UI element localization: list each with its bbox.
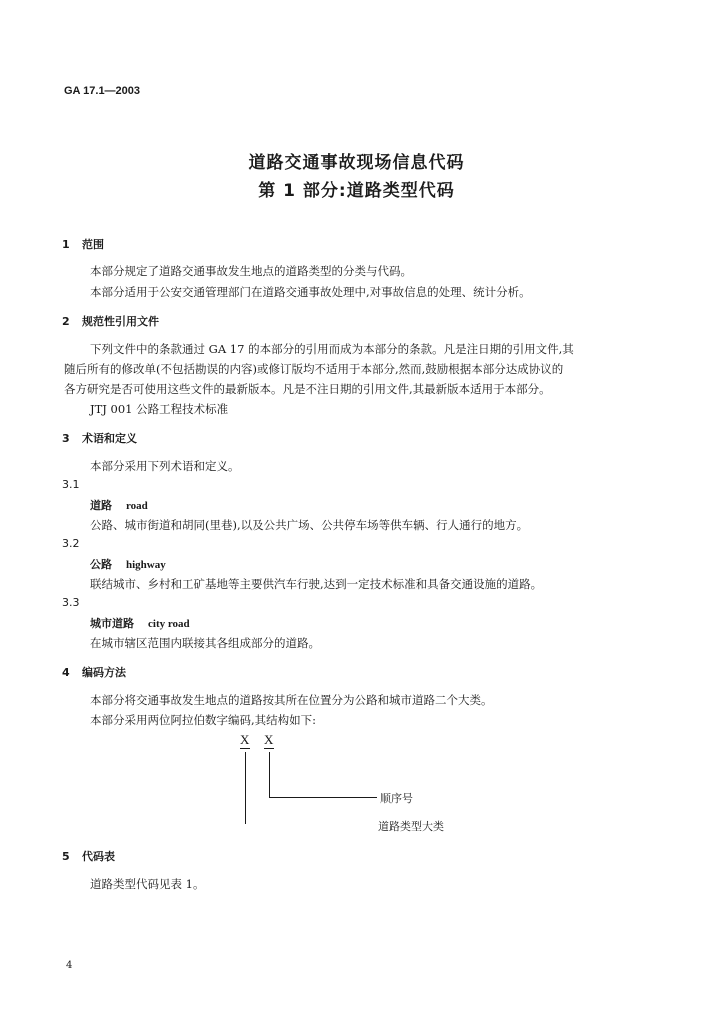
normative-reference: JTJ 001 公路工程技术标准 xyxy=(90,402,229,416)
section-number: 5 xyxy=(62,850,70,863)
document-title: 道路交通事故现场信息代码 xyxy=(248,153,465,173)
section-2-heading xyxy=(62,313,159,329)
paragraph: 下列文件中的条款通过 GA 17 的本部分的引用而成为本部分的条款。凡是注日期的引用文件,其 xyxy=(90,342,574,356)
clause-number: 3.2 xyxy=(62,537,80,550)
underline-digit-2 xyxy=(264,748,274,749)
standard-code-header: GA 17.1—2003 xyxy=(64,85,141,97)
section-number: 1 xyxy=(62,238,70,251)
term-heading xyxy=(90,497,148,513)
section-5-heading xyxy=(62,848,115,864)
paragraph: 本部分规定了道路交通事故发生地点的道路类型的分类与代码。 xyxy=(90,264,412,278)
paragraph: 本部分将交通事故发生地点的道路按其所在位置分为公路和城市道路二个大类。 xyxy=(90,693,493,707)
term-definition: 在城市辖区范围内联接其各组成部分的道路。 xyxy=(90,636,320,650)
term-zh: 公路 xyxy=(90,558,112,571)
connector-line-category xyxy=(245,752,246,824)
section-4-heading xyxy=(62,664,126,680)
section-title: 术语和定义 xyxy=(82,432,137,445)
term-zh: 城市道路 xyxy=(90,617,134,630)
connector-line-sequence xyxy=(269,752,270,797)
term-en: city road xyxy=(148,618,190,630)
clause-number: 3.1 xyxy=(62,478,80,491)
paragraph: 随后所有的修改单(不包括勘误的内容)或修订版均不适用于本部分,然而,鼓励根据本部分达成协议的 xyxy=(64,362,564,376)
term-zh: 道路 xyxy=(90,499,112,512)
paragraph: 道路类型代码见表 1。 xyxy=(90,877,205,891)
clause-number: 3.3 xyxy=(62,596,80,609)
section-number: 3 xyxy=(62,432,70,445)
paragraph: 本部分采用下列术语和定义。 xyxy=(90,459,240,473)
code-digit-2: X xyxy=(264,732,274,747)
section-number: 4 xyxy=(62,666,70,679)
page-number: 4 xyxy=(66,960,73,971)
section-1-heading xyxy=(62,236,104,252)
section-title: 编码方法 xyxy=(82,666,126,679)
term-heading xyxy=(90,556,166,572)
connector-line-sequence-horizontal xyxy=(269,797,377,798)
road-category-label: 道路类型大类 xyxy=(378,820,444,833)
term-en: highway xyxy=(126,559,166,571)
term-heading xyxy=(90,615,190,631)
paragraph: 本部分适用于公安交通管理部门在道路交通事故处理中,对事故信息的处理、统计分析。 xyxy=(90,285,531,299)
section-number: 2 xyxy=(62,315,70,328)
term-definition: 联结城市、乡村和工矿基地等主要供汽车行驶,达到一定技术标准和具备交通设施的道路。 xyxy=(90,577,543,591)
section-title: 代码表 xyxy=(82,850,115,863)
section-3-heading xyxy=(62,430,137,446)
sequence-number-label: 顺序号 xyxy=(380,792,413,805)
underline-digit-1 xyxy=(240,748,250,749)
section-title: 规范性引用文件 xyxy=(82,315,159,328)
term-definition: 公路、城市街道和胡同(里巷),以及公共广场、公共停车场等供车辆、行人通行的地方。 xyxy=(90,518,529,532)
document-subtitle: 第 1 部分:道路类型代码 xyxy=(258,181,455,201)
term-en: road xyxy=(126,500,148,512)
code-digit-1: X xyxy=(240,732,250,747)
paragraph: 各方研究是否可使用这些文件的最新版本。凡是不注日期的引用文件,其最新版本适用于本部分。 xyxy=(64,382,551,396)
section-title: 范围 xyxy=(82,238,104,251)
paragraph: 本部分采用两位阿拉伯数字编码,其结构如下: xyxy=(90,713,317,727)
